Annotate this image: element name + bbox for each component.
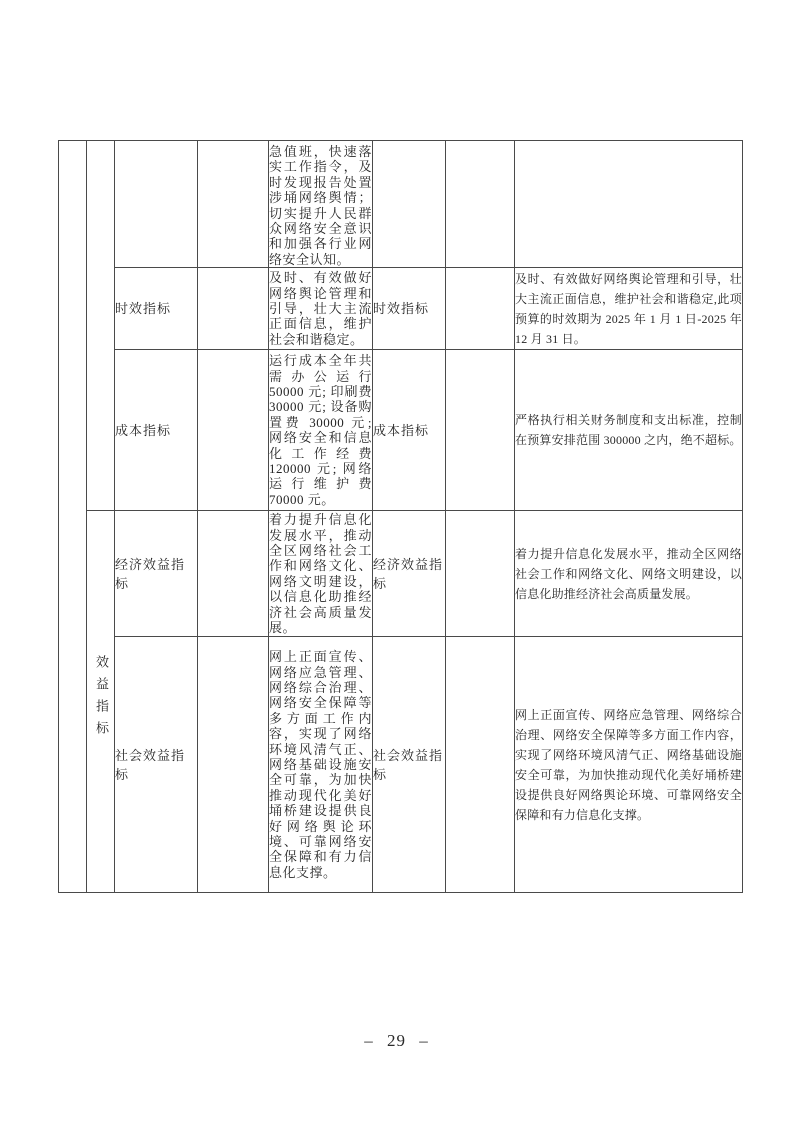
- empty-cell: [446, 637, 515, 893]
- target-value-cell: [515, 141, 743, 268]
- target-value-text: 网上正面宣传、网络应急管理、网络综合治理、网络安全保障等多方面工作内容，实现了网络环境风清气正、网络基础设施安全可靠，为加快推动现代化美好埇桥建设提供良好网络舆论环境、可靠网络安全保障和有力信息化支撑。: [515, 707, 742, 822]
- indicator-name-cell: [373, 268, 446, 350]
- target-value-cell: [515, 268, 743, 350]
- empty-cell: [446, 268, 515, 350]
- indicator-value-text: 网上正面宣传、网络应急管理、网络综合治理、网络安全保障等多方面工作内容，实现了网络环境风清气正、网络基础设施安全可靠，为加快推动现代化美好埇桥建设提供良好网络舆论环境、可靠网络安全保障和有力信息化支撑。: [269, 649, 372, 880]
- indicator-name-text: 时效指标: [115, 301, 172, 317]
- indicator-name-text: 成本指标: [115, 422, 172, 438]
- table-row: [59, 511, 743, 637]
- table-row: [59, 268, 743, 350]
- category-spanner-cell: [59, 141, 87, 893]
- indicator-name-text: 社会效益指标: [373, 747, 444, 782]
- target-value-cell: [515, 350, 743, 511]
- indicator-value-cell: [269, 637, 373, 893]
- indicator-name-cell: [373, 350, 446, 511]
- indicator-value-text: 着力提升信息化发展水平，推动全区网络社会工作和网络文化、网络文明建设，以信息化助推经济社会高质量发展。: [269, 512, 372, 635]
- indicator-name-cell: [373, 511, 446, 637]
- group-label-cell: [87, 511, 115, 893]
- group-label-text: 效益指标: [94, 655, 109, 744]
- indicator-name-cell: [373, 141, 446, 268]
- target-value-cell: [515, 511, 743, 637]
- empty-cell: [198, 511, 269, 637]
- indicator-name-cell: [115, 268, 198, 350]
- target-value-text: 严格执行相关财务制度和支出标准，控制在预算安排范围 300000 之内，绝不超标。: [515, 413, 742, 448]
- empty-cell: [446, 350, 515, 511]
- indicator-value-text: 急值班，快速落实工作指令，及时发现报告处置涉埇网络舆情；切实提升人民群众网络安全意识和加强各行业网络安全认知。: [269, 144, 372, 267]
- table-row: [59, 637, 743, 893]
- indicator-name-text: 经济效益指标: [373, 556, 444, 591]
- indicator-name-cell: [115, 637, 198, 893]
- empty-cell: [446, 141, 515, 268]
- target-value-cell: [515, 637, 743, 893]
- empty-cell: [446, 511, 515, 637]
- indicator-name-cell: [115, 141, 198, 268]
- table-row: [59, 350, 743, 511]
- indicator-name-text: 社会效益指标: [115, 747, 186, 782]
- indicator-name-text: 经济效益指标: [115, 556, 186, 591]
- target-value-text: 及时、有效做好网络舆论管理和引导，壮大主流正面信息，维护社会和谐稳定,此项预算的时效期为 2025 年 1 月 1 日-2025 年 12 月 31 日。: [515, 271, 742, 346]
- indicator-name-cell: [115, 350, 198, 511]
- empty-cell: [198, 268, 269, 350]
- empty-cell: [198, 637, 269, 893]
- indicator-value-text: 运行成本全年共需办公运行 50000 元; 印刷费 30000 元; 设备购置费 30000 元; 网络安全和信息化工作经费 120000 元; 网络运行维护费 70000 元。: [269, 353, 372, 507]
- indicator-name-cell: [115, 511, 198, 637]
- indicator-value-text: 及时、有效做好网络舆论管理和引导，壮大主流正面信息，维护社会和谐稳定。: [269, 270, 372, 347]
- indicator-name-text: 成本指标: [373, 422, 430, 438]
- page-number: – 29 –: [364, 1031, 429, 1050]
- empty-cell: [198, 141, 269, 268]
- indicator-value-cell: [269, 511, 373, 637]
- performance-indicator-table: [58, 140, 743, 893]
- empty-cell: [198, 350, 269, 511]
- indicator-name-text: 时效指标: [373, 301, 430, 317]
- target-value-text: 着力提升信息化发展水平，推动全区网络社会工作和网络文化、网络文明建设，以信息化助推经济社会高质量发展。: [515, 546, 742, 601]
- table-row: [59, 141, 743, 268]
- indicator-value-cell: [269, 141, 373, 268]
- indicator-value-cell: [269, 350, 373, 511]
- group-spanner-cell: [87, 141, 115, 511]
- indicator-value-cell: [269, 268, 373, 350]
- indicator-name-cell: [373, 637, 446, 893]
